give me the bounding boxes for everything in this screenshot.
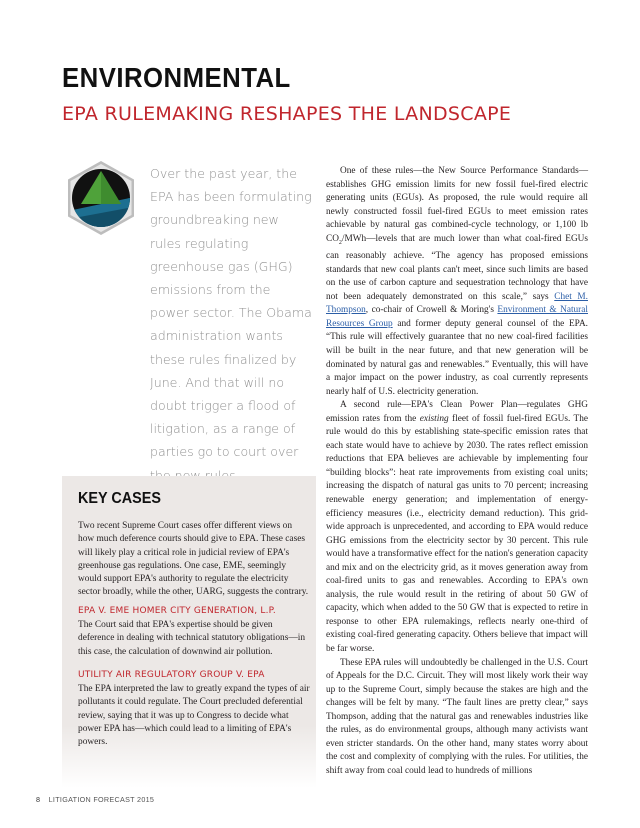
key-cases-intro: Two recent Supreme Court cases offer different views on how much deference courts should give to EPA. These cases will likely play a critical role in judicial review of EPA's greenhouse gas regulations. One case, EME, seemingly would support EPA's authority to regulate the electricity sector broadly, while the other, UARG, suggests the contrary.: [78, 521, 309, 598]
pull-quote: Over the past year, the EPA has been formulating groundbreaking new rules regulating greenhouse gas (GHG) emissions from the power sector. The Obama administration wants these rules finalized by June. And that will no doubt trigger a flood of litigation, as a range of parties go to court over: [150, 166, 312, 460]
chet-thompson-link[interactable]: Chet M. Thompson: [326, 291, 588, 316]
paragraph-1: One of these rules—the New Source Performance Standards—establishes GHG emission limits for new fossil fuel-fired electric generating units (EGUs). As proposed, the rule would require all newly constructed fossil fuel-fired EGUs to meet emission rates achievable by natural gas combined-cycle technology, or 1,100 lb $CO_2/MWh—levels$ that are much lower than what coal-fired EGUs can reasonably achieve. “The agency has proposed emissions standards that new coal plants can't meet, since such limits are based on the use of carbon capture and sequestration technology that have not been adequately demonstrated on this scale,” says Chet M. Thompson, co-chair of Crowell & Moring's Environment & Natural Resources Group and former deputy general counsel of the EPA. “This rule will effectively guarantee that no new coal-fired facilities will be built in the near future, and that new generation will be dominated by natural gas and renewables.” Eventually, this will have a major impact on the power industry, as coal currently represents nearly half of U.S. electricity generation.: [326, 166, 588, 397]
case-heading-eme: EPA V. EME HOMER CITY GENERATION, L.P.: [78, 606, 276, 616]
key-cases-sidebar: [62, 476, 316, 788]
key-cases-title: KEY CASES: [78, 490, 161, 507]
environmental-hexagon-icon: [63, 160, 139, 236]
page-footer: [36, 795, 154, 804]
paragraph-2: A second rule—EPA's Clean Power Plan—regulates GHG emission rates from the existing fleet of fossil fuel-fired EGUs. The rule would do this by establishing state-specific emission rates that each state would have to achieve by 2030. The rates reflect emission reductions that EPA believes are achievable by implementing four “building blocks”: heat rate improvements from existing coal units; increasing the dispatch of natural gas units to 70 percent; increasing renewable energy generation; and implementation of energy-efficiency measures (i.e., electricity demand reduction). This grid-wide approach is unprecedented, and according to EPA would reduce GHG emissions from the electricity sector by 30 percent. This rule would have a transformative effect for the nation's generation capacity and mix and on the electricity grid, as it moves generation away from coal-fired units to gas and renewables. According to EPA's own analysis, the rule would result in the retiring of about 50 GW of capacity, which when added to the 50 GW that is expected to retire in response to other EPA rulemakings, reflects nearly one-third of existing coal-fired generating capacity. Others believe that impact will be far worse.: [326, 400, 588, 654]
publication-name: LITIGATION FORECAST 2015: [48, 795, 155, 804]
environment-group-link[interactable]: Environment & Natural Resources Group: [326, 305, 588, 329]
section-title: ENVIRONMENTAL: [62, 62, 291, 93]
paragraph-3: These EPA rules will undoubtedly be challenged in the U.S. Court of Appeals for the D.C. Circuit. They will most likely work their way up to the Supreme Court, simply because the stakes are high and the changes will be felt by many. “The fault lines are pretty clear,” says Thompson, adding that the natural gas and renewables industries like the rules, as do environmental groups, although many activists want even stricter standards. On the other hand, many states worry about the cost and complexity of complying with the rules. For utilities, the shift away from coal could lead to hundreds of millions: [326, 657, 588, 776]
page-number: 8: [36, 795, 41, 804]
case-text-eme: The Court said that EPA's expertise should be given deference in dealing with technical statutory obligations—in this case, the calculation of downwind air pollution.: [78, 620, 306, 657]
case-heading-uarg: UTILITY AIR REGULATORY GROUP V. EPA: [78, 670, 265, 680]
case-text-uarg: The EPA interpreted the law to greatly expand the types of air pollutants it could regulate. The Court precluded deferential review, saying that it was up to Congress to decide what power EPA has—which could lead to a limiting of EPA's powers.: [78, 684, 310, 748]
article-body: [326, 165, 588, 778]
article-headline: EPA RULEMAKING RESHAPES THE LANDSCAPE: [62, 103, 512, 125]
